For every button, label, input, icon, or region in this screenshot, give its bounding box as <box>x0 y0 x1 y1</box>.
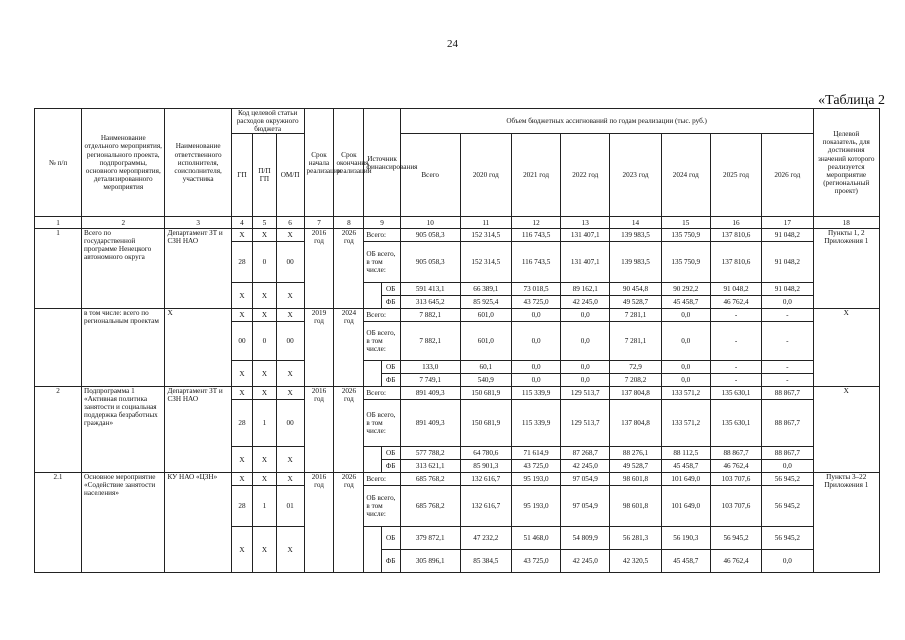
end-date: 2024 год <box>334 309 364 387</box>
code-gp: Х <box>231 387 252 400</box>
row-number <box>35 309 82 387</box>
year-value: 47 232,2 <box>460 527 511 550</box>
funding-source-sub: ФБ <box>381 460 400 473</box>
total-value: 685 768,2 <box>400 486 460 527</box>
total-value: 577 788,2 <box>400 447 460 460</box>
code-om: Х <box>276 473 304 486</box>
start-date: 2016 год <box>304 473 334 573</box>
column-number: 13 <box>561 217 610 229</box>
start-date: 2019 год <box>304 309 334 387</box>
code-om: Х <box>276 387 304 400</box>
year-value: 85 384,5 <box>460 550 511 573</box>
year-value: 137 804,8 <box>610 400 661 447</box>
table-caption: «Таблица 2 <box>818 93 885 108</box>
year-value: 115 339,9 <box>511 400 560 447</box>
funding-source: Всего: <box>364 473 400 486</box>
year-value: 45 458,7 <box>661 460 710 473</box>
year-value: 115 339,9 <box>511 387 560 400</box>
header-om: ОМ/П <box>276 134 304 217</box>
code-pgp: Х <box>253 447 277 473</box>
code-pgp: Х <box>253 229 277 242</box>
code-pgp: Х <box>253 283 277 309</box>
funding-source: ОБ всего, в том числе: <box>364 486 400 527</box>
year-value: 137 810,6 <box>710 242 761 283</box>
row-name: в том числе: всего по региональным проектам <box>82 309 165 387</box>
year-value: 0,0 <box>661 309 710 322</box>
code-om: Х <box>276 283 304 309</box>
row-name: Всего по государственной программе Ненецкого автономного округа <box>82 229 165 309</box>
year-value: 0,0 <box>762 550 813 573</box>
column-number: 9 <box>364 217 400 229</box>
column-number: 18 <box>813 217 879 229</box>
year-value: 116 743,5 <box>511 229 560 242</box>
funding-source: Всего: <box>364 229 400 242</box>
year-value: - <box>762 374 813 387</box>
year-value: 43 725,0 <box>511 460 560 473</box>
header-total: Всего <box>400 134 460 217</box>
year-value: 101 649,0 <box>661 486 710 527</box>
header-no: № п/п <box>35 109 82 217</box>
page-number: 24 <box>447 38 458 50</box>
end-date: 2026 год <box>334 387 364 473</box>
funding-source: ОБ всего, в том числе: <box>364 400 400 447</box>
source-spacer <box>364 447 381 473</box>
column-number: 6 <box>276 217 304 229</box>
year-value: 90 292,2 <box>661 283 710 296</box>
target-indicator: Х <box>813 309 879 387</box>
year-value: 129 513,7 <box>561 400 610 447</box>
year-value: 43 725,0 <box>511 550 560 573</box>
column-numbers-row <box>35 217 880 229</box>
column-number: 3 <box>165 217 231 229</box>
source-spacer <box>364 527 381 573</box>
year-value: 0,0 <box>511 309 560 322</box>
row-responsible: КУ НАО «ЦЗН» <box>165 473 231 573</box>
total-value: 7 749,1 <box>400 374 460 387</box>
header-year: 2026 год <box>762 134 813 217</box>
year-value: - <box>710 361 761 374</box>
year-value: 91 048,2 <box>762 242 813 283</box>
year-value: - <box>710 309 761 322</box>
year-value: 42 245,0 <box>561 550 610 573</box>
year-value: 0,0 <box>661 374 710 387</box>
year-value: 150 681,9 <box>460 400 511 447</box>
year-value: 88 867,7 <box>762 400 813 447</box>
code-pgp: Х <box>253 473 277 486</box>
funding-source: Всего: <box>364 309 400 322</box>
year-value: - <box>762 322 813 361</box>
year-value: 0,0 <box>661 361 710 374</box>
table-row <box>35 387 880 400</box>
year-value: 72,9 <box>610 361 661 374</box>
funding-source-sub: ФБ <box>381 374 400 387</box>
row-name: Подпрограмма 1 «Активная политика занятости и социальная поддержка безработных граждан» <box>82 387 165 473</box>
year-value: 7 281,1 <box>610 322 661 361</box>
table-body <box>35 229 880 573</box>
source-spacer <box>364 283 381 309</box>
code-om: Х <box>276 309 304 322</box>
funding-source-sub: ОБ <box>381 283 400 296</box>
year-value: 116 743,5 <box>511 242 560 283</box>
funding-source: ОБ всего, в том числе: <box>364 242 400 283</box>
column-number: 11 <box>460 217 511 229</box>
code-gp: 28 <box>231 400 252 447</box>
total-value: 905 058,3 <box>400 242 460 283</box>
funding-source-sub: ФБ <box>381 550 400 573</box>
year-value: 91 048,2 <box>762 229 813 242</box>
total-value: 7 882,1 <box>400 309 460 322</box>
year-value: 137 810,6 <box>710 229 761 242</box>
total-value: 7 882,1 <box>400 322 460 361</box>
header-year: 2023 год <box>610 134 661 217</box>
year-value: 101 649,0 <box>661 473 710 486</box>
year-value: 56 945,2 <box>710 527 761 550</box>
year-value: 88 276,1 <box>610 447 661 460</box>
column-number: 5 <box>253 217 277 229</box>
year-value: 137 804,8 <box>610 387 661 400</box>
year-value: 0,0 <box>762 296 813 309</box>
code-gp: Х <box>231 473 252 486</box>
year-value: - <box>710 374 761 387</box>
year-value: 601,0 <box>460 309 511 322</box>
total-value: 133,0 <box>400 361 460 374</box>
total-value: 313 621,1 <box>400 460 460 473</box>
total-value: 591 413,1 <box>400 283 460 296</box>
year-value: 0,0 <box>511 322 560 361</box>
year-value: 135 630,1 <box>710 387 761 400</box>
year-value: 56 281,3 <box>610 527 661 550</box>
row-responsible: Департамент ЗТ и СЗН НАО <box>165 387 231 473</box>
header-year: 2024 год <box>661 134 710 217</box>
code-gp: Х <box>231 361 252 387</box>
year-value: 64 780,6 <box>460 447 511 460</box>
year-value: 90 454,8 <box>610 283 661 296</box>
year-value: 152 314,5 <box>460 242 511 283</box>
header-code: Код целевой статьи расходов окружного бюджета <box>231 109 304 134</box>
year-value: 45 458,7 <box>661 550 710 573</box>
year-value: 0,0 <box>561 309 610 322</box>
year-value: 42 320,5 <box>610 550 661 573</box>
total-value: 305 896,1 <box>400 550 460 573</box>
budget-table <box>34 108 880 573</box>
year-value: 60,1 <box>460 361 511 374</box>
row-number: 2 <box>35 387 82 473</box>
year-value: 73 018,5 <box>511 283 560 296</box>
year-value: - <box>762 309 813 322</box>
year-value: - <box>762 361 813 374</box>
funding-source-sub: ОБ <box>381 527 400 550</box>
year-value: 7 281,1 <box>610 309 661 322</box>
table-row <box>35 229 880 242</box>
code-om: Х <box>276 527 304 573</box>
year-value: 85 901,3 <box>460 460 511 473</box>
header-year: 2020 год <box>460 134 511 217</box>
row-responsible: Департамент ЗТ и СЗН НАО <box>165 229 231 309</box>
total-value: 891 409,3 <box>400 387 460 400</box>
header-end: Срок окончания реализации <box>334 109 364 217</box>
total-value: 313 645,2 <box>400 296 460 309</box>
header-pgp: П/П ГП <box>253 134 277 217</box>
column-number: 8 <box>334 217 364 229</box>
year-value: 98 601,8 <box>610 486 661 527</box>
year-value: 95 193,0 <box>511 486 560 527</box>
target-indicator: Пункты 1, 2 Приложения 1 <box>813 229 879 309</box>
code-om: 00 <box>276 242 304 283</box>
funding-source-sub: ФБ <box>381 296 400 309</box>
year-value: 131 407,1 <box>561 242 610 283</box>
code-pgp: Х <box>253 527 277 573</box>
column-number: 2 <box>82 217 165 229</box>
header-gp: ГП <box>231 134 252 217</box>
code-gp: Х <box>231 229 252 242</box>
row-responsible: Х <box>165 309 231 387</box>
code-gp: Х <box>231 309 252 322</box>
year-value: 51 468,0 <box>511 527 560 550</box>
year-value: 56 945,2 <box>762 486 813 527</box>
code-pgp: Х <box>253 361 277 387</box>
year-value: 133 571,2 <box>661 387 710 400</box>
code-gp: 28 <box>231 242 252 283</box>
year-value: 42 245,0 <box>561 460 610 473</box>
year-value: 139 983,5 <box>610 229 661 242</box>
column-number: 12 <box>511 217 560 229</box>
table-row <box>35 309 880 322</box>
year-value: 89 162,1 <box>561 283 610 296</box>
year-value: 0,0 <box>561 374 610 387</box>
year-value: 56 190,3 <box>661 527 710 550</box>
year-value: 0,0 <box>561 322 610 361</box>
year-value: 46 762,4 <box>710 296 761 309</box>
code-om: 00 <box>276 400 304 447</box>
code-om: Х <box>276 229 304 242</box>
year-value: 97 054,9 <box>561 473 610 486</box>
start-date: 2016 год <box>304 387 334 473</box>
total-value: 685 768,2 <box>400 473 460 486</box>
code-pgp: Х <box>253 387 277 400</box>
year-value: 540,9 <box>460 374 511 387</box>
code-pgp: 1 <box>253 400 277 447</box>
header-responsible: Наименование ответственного исполнителя, соисполнителя, участника <box>165 109 231 217</box>
year-value: 0,0 <box>762 460 813 473</box>
year-value: 132 616,7 <box>460 486 511 527</box>
code-om: Х <box>276 447 304 473</box>
funding-source: ОБ всего, в том числе: <box>364 322 400 361</box>
year-value: - <box>710 322 761 361</box>
table-row <box>35 473 880 486</box>
end-date: 2026 год <box>334 229 364 309</box>
year-value: 91 048,2 <box>762 283 813 296</box>
year-value: 71 614,9 <box>511 447 560 460</box>
year-value: 129 513,7 <box>561 387 610 400</box>
year-value: 46 762,4 <box>710 460 761 473</box>
header-indicator: Целевой показатель, для достижения значений которого реализуется мероприятие (региональный проект) <box>813 109 879 217</box>
code-gp: Х <box>231 527 252 573</box>
column-number: 17 <box>762 217 813 229</box>
code-pgp: Х <box>253 309 277 322</box>
code-pgp: 0 <box>253 322 277 361</box>
code-om: Х <box>276 361 304 387</box>
year-value: 0,0 <box>511 374 560 387</box>
year-value: 97 054,9 <box>561 486 610 527</box>
year-value: 7 208,2 <box>610 374 661 387</box>
year-value: 54 809,9 <box>561 527 610 550</box>
funding-source-sub: ОБ <box>381 361 400 374</box>
year-value: 66 389,1 <box>460 283 511 296</box>
column-number: 7 <box>304 217 334 229</box>
year-value: 0,0 <box>511 361 560 374</box>
year-value: 95 193,0 <box>511 473 560 486</box>
year-value: 88 867,7 <box>762 387 813 400</box>
column-number: 4 <box>231 217 252 229</box>
code-gp: 00 <box>231 322 252 361</box>
year-value: 103 707,6 <box>710 473 761 486</box>
total-value: 379 872,1 <box>400 527 460 550</box>
target-indicator: Пункты 3–22 Приложения 1 <box>813 473 879 573</box>
header-source: Источник финансирования <box>364 109 400 217</box>
row-number: 1 <box>35 229 82 309</box>
year-value: 42 245,0 <box>561 296 610 309</box>
funding-source: Всего: <box>364 387 400 400</box>
total-value: 891 409,3 <box>400 400 460 447</box>
year-value: 88 867,7 <box>710 447 761 460</box>
year-value: 132 616,7 <box>460 473 511 486</box>
end-date: 2026 год <box>334 473 364 573</box>
year-value: 49 528,7 <box>610 296 661 309</box>
code-pgp: 0 <box>253 242 277 283</box>
year-value: 133 571,2 <box>661 400 710 447</box>
year-value: 103 707,6 <box>710 486 761 527</box>
code-gp: Х <box>231 447 252 473</box>
year-value: 135 630,1 <box>710 400 761 447</box>
year-value: 88 112,5 <box>661 447 710 460</box>
header-name: Наименование отдельного мероприятия, регионального проекта, подпрограммы, основного мероприятия, детализированного мероприятия <box>82 109 165 217</box>
row-number: 2.1 <box>35 473 82 573</box>
year-value: 91 048,2 <box>710 283 761 296</box>
year-value: 139 983,5 <box>610 242 661 283</box>
funding-source-sub: ОБ <box>381 447 400 460</box>
code-om: 00 <box>276 322 304 361</box>
row-name: Основное мероприятие «Содействие занятости населения» <box>82 473 165 573</box>
year-value: 87 268,7 <box>561 447 610 460</box>
target-indicator: Х <box>813 387 879 473</box>
year-value: 131 407,1 <box>561 229 610 242</box>
year-value: 601,0 <box>460 322 511 361</box>
year-value: 135 750,9 <box>661 242 710 283</box>
year-value: 85 925,4 <box>460 296 511 309</box>
year-value: 45 458,7 <box>661 296 710 309</box>
year-value: 49 528,7 <box>610 460 661 473</box>
column-number: 16 <box>710 217 761 229</box>
column-number: 15 <box>661 217 710 229</box>
header-volume: Объем бюджетных ассигнований по годам реализации (тыс. руб.) <box>400 109 813 134</box>
start-date: 2016 год <box>304 229 334 309</box>
year-value: 56 945,2 <box>762 527 813 550</box>
total-value: 905 058,3 <box>400 229 460 242</box>
header-year: 2025 год <box>710 134 761 217</box>
year-value: 43 725,0 <box>511 296 560 309</box>
column-number: 14 <box>610 217 661 229</box>
code-om: 01 <box>276 486 304 527</box>
code-pgp: 1 <box>253 486 277 527</box>
code-gp: Х <box>231 283 252 309</box>
header-year: 2021 год <box>511 134 560 217</box>
year-value: 150 681,9 <box>460 387 511 400</box>
year-value: 0,0 <box>561 361 610 374</box>
year-value: 98 601,8 <box>610 473 661 486</box>
code-gp: 28 <box>231 486 252 527</box>
column-number: 10 <box>400 217 460 229</box>
source-spacer <box>364 361 381 387</box>
year-value: 88 867,7 <box>762 447 813 460</box>
year-value: 0,0 <box>661 322 710 361</box>
year-value: 46 762,4 <box>710 550 761 573</box>
year-value: 152 314,5 <box>460 229 511 242</box>
header-start: Срок начала реализации <box>304 109 334 217</box>
year-value: 135 750,9 <box>661 229 710 242</box>
header-year: 2022 год <box>561 134 610 217</box>
column-number: 1 <box>35 217 82 229</box>
year-value: 56 945,2 <box>762 473 813 486</box>
